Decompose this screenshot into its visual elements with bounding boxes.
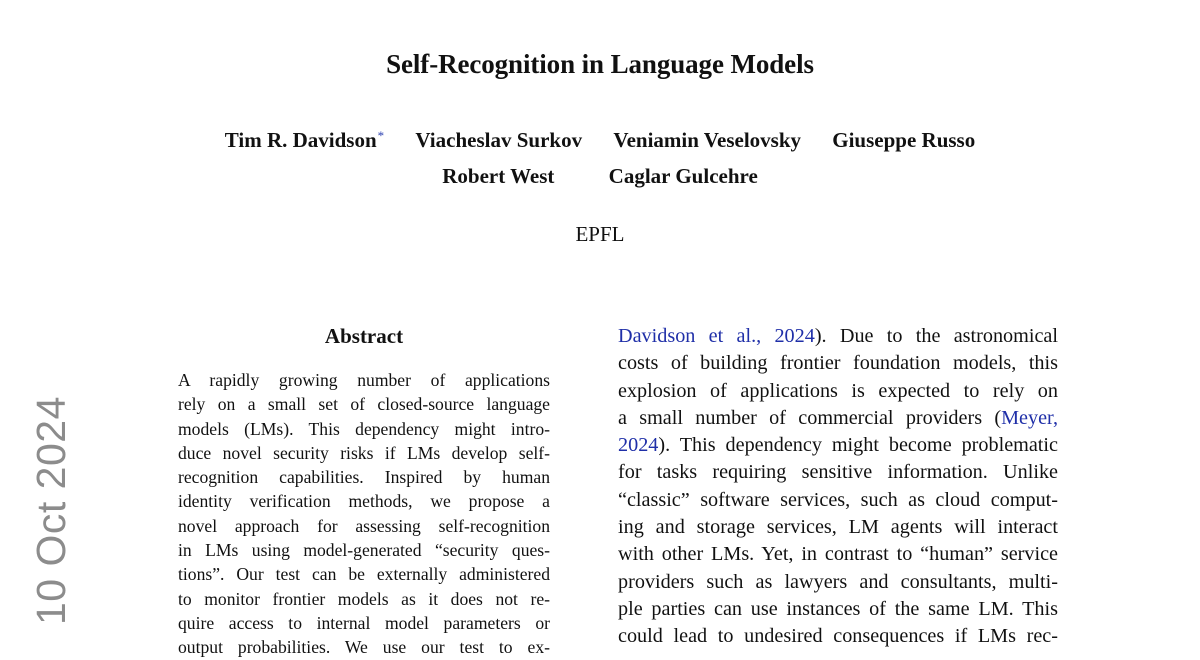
author-name: Tim R. Davidson*: [224, 128, 385, 152]
author-name: Caglar Gulcehre: [608, 164, 758, 188]
body-line: “classic” software services, such as cloud comput-: [618, 488, 1058, 511]
abstract-line: tions”. Our test can be externally administered: [178, 564, 550, 585]
body-line: 2024). This dependency might become problematic: [618, 434, 1058, 457]
body-line: costs of building frontier foundation models, this: [618, 352, 1058, 375]
body-line: with other LMs. Yet, in contrast to “human” service: [618, 543, 1058, 566]
abstract-line: to monitor frontier models as it does not re-: [178, 588, 550, 609]
abstract-line: rely on a small set of closed-source language: [178, 394, 550, 415]
abstract-line: quire access to internal model parameters or: [178, 612, 550, 633]
author-list-row-2: [0, 162, 1200, 190]
abstract-line: novel approach for assessing self-recognition: [178, 515, 550, 536]
abstract-heading: Abstract: [324, 324, 404, 348]
citation-link[interactable]: Davidson et al., 2024: [618, 325, 815, 347]
citation-link[interactable]: Meyer,: [1001, 406, 1058, 429]
introduction-body-text: [618, 323, 1058, 651]
body-line: a small number of commercial providers (Meyer,: [618, 406, 1058, 429]
body-line: Davidson et al., 2024). Due to the astronomical: [618, 325, 1058, 347]
author-name: Viacheslav Surkov: [415, 128, 583, 152]
abstract-line: in LMs using model-generated “security ques-: [178, 540, 550, 561]
author-name: Giuseppe Russo: [832, 128, 976, 152]
arxiv-date-stamp: 10 Oct 2024: [28, 396, 74, 625]
paper-title: Self-Recognition in Language Models: [386, 49, 814, 79]
body-line: ple parties can use instances of the same LM. This: [618, 597, 1058, 620]
body-line: could lead to undesired consequences if LMs rec-: [618, 625, 1058, 648]
body-line: ing and storage services, LM agents will interact: [618, 516, 1058, 539]
affiliation: EPFL: [575, 222, 625, 246]
author-name: Veniamin Veselovsky: [613, 128, 802, 152]
author-list-row-1: [0, 122, 1200, 154]
author-footnote-marker[interactable]: *: [377, 128, 385, 143]
body-line: for tasks requiring sensitive information. Unlike: [618, 461, 1058, 484]
abstract-text: [178, 368, 550, 660]
abstract-line: duce novel security risks if LMs develop self-: [178, 442, 550, 463]
abstract-line: A rapidly growing number of applications: [178, 370, 550, 390]
abstract-line: models (LMs). This dependency might intro-: [178, 418, 550, 439]
abstract-line: output probabilities. We use our test to ex-: [178, 637, 550, 658]
abstract-line: identity verification methods, we propose a: [178, 491, 550, 512]
abstract-line: recognition capabilities. Inspired by human: [178, 467, 550, 488]
author-name: Robert West: [442, 164, 555, 188]
citation-link[interactable]: 2024: [618, 434, 659, 457]
body-line: providers such as lawyers and consultants, multi-: [618, 570, 1058, 593]
body-line: explosion of applications is expected to rely on: [618, 379, 1058, 402]
